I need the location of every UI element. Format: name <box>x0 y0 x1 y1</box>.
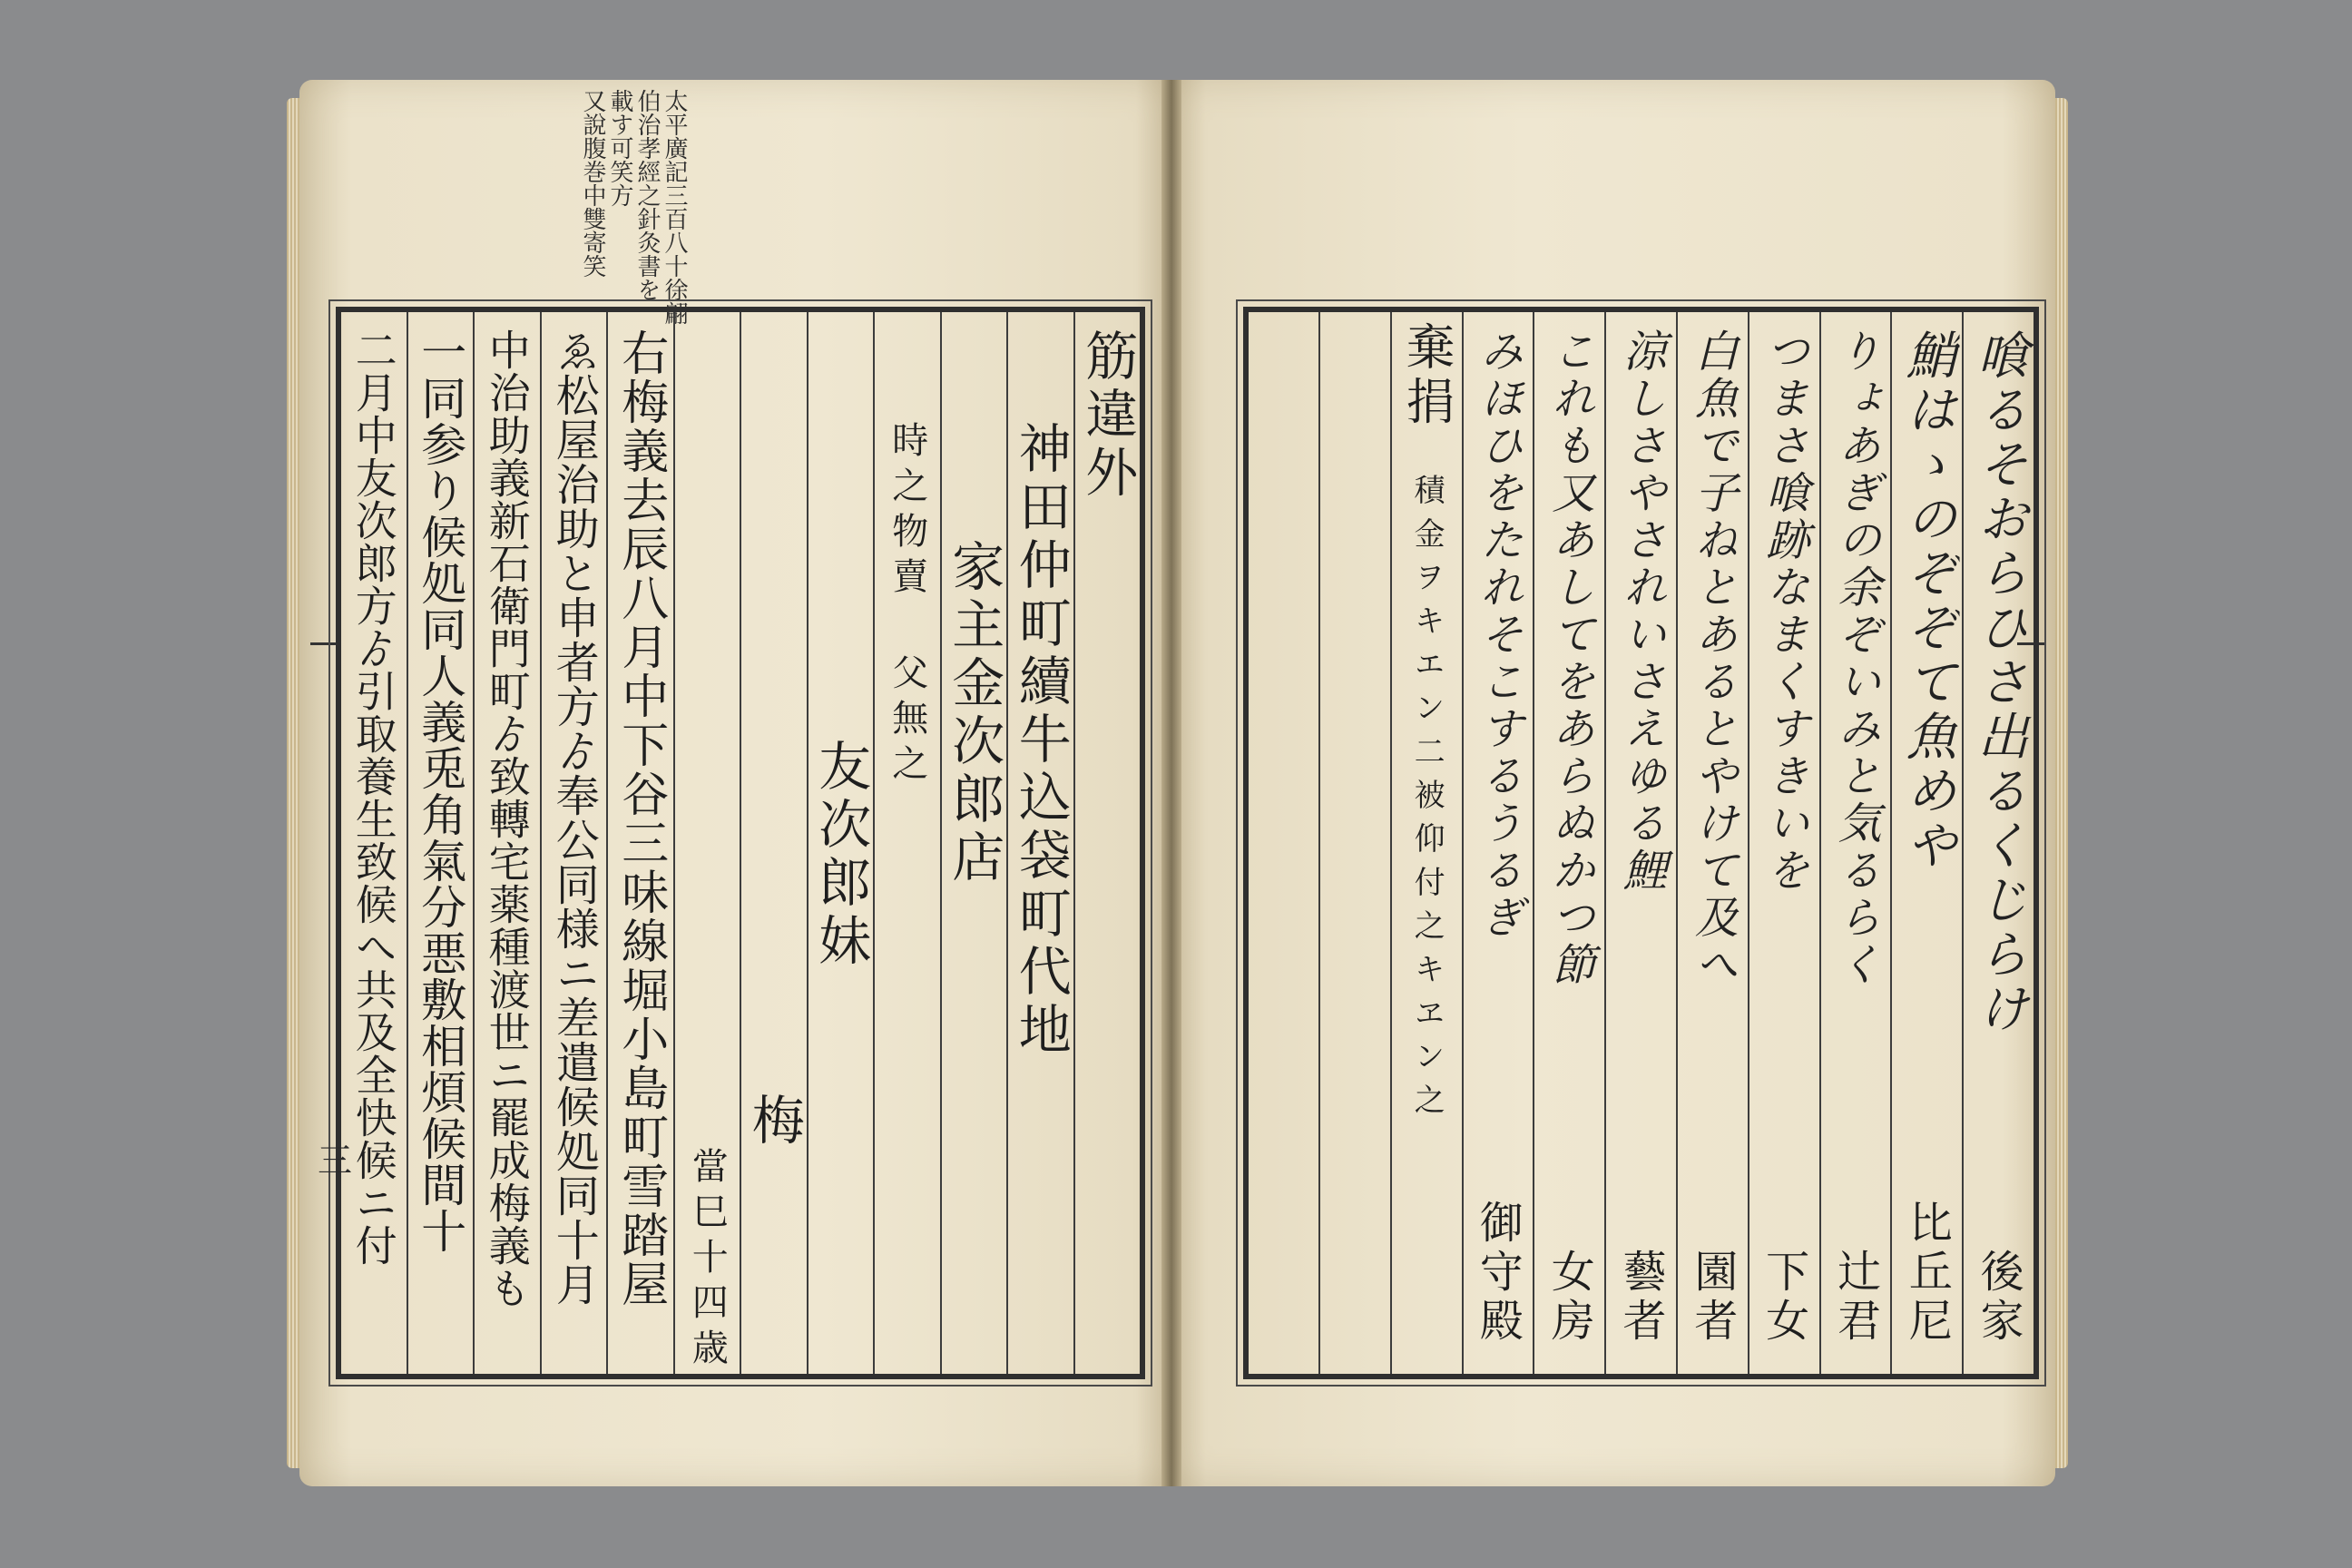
column-text: ゑ松屋治助と申者方ゟ奉公同様ニ差遣候処同十月 <box>548 328 600 1307</box>
text-column <box>940 312 1007 1374</box>
column-text: 友次郎妹 <box>809 739 872 971</box>
annotation-line: 載す可笑方 <box>606 89 633 207</box>
text-frame-right <box>1243 307 2039 1379</box>
column-bottom-label: 比丘尼 <box>1901 1200 1953 1347</box>
column-text: 右梅義去辰八月中下谷三味線堀小島町雪踏屋 <box>612 328 668 1308</box>
text-column <box>807 312 874 1374</box>
text-column <box>1073 312 1141 1374</box>
column-bottom-label: 御守殿 <box>1472 1200 1524 1347</box>
text-column <box>1533 312 1604 1374</box>
column-text: 家主金次郎店 <box>943 539 1005 887</box>
left-page <box>299 80 1171 1486</box>
column-bottom-label: 藝者 <box>1615 1249 1667 1347</box>
text-column <box>873 312 940 1374</box>
header-annotation <box>579 89 688 325</box>
column-bottom-label: 後家 <box>1973 1249 2024 1347</box>
book-gutter <box>1161 80 1181 1486</box>
column-text: 神田仲町續牛込袋町代地 <box>1009 421 1072 1060</box>
text-column <box>1819 312 1891 1374</box>
column-bottom-label: 辻君 <box>1829 1249 1881 1347</box>
annotation-line: 又說腹巻中雙寄笑 <box>579 89 606 278</box>
column-text: これも又あしてをあらぬかつ節 <box>1544 328 1595 989</box>
column-text: 二月中友次郎方ゟ引取養生致候へ共及全快候ニ付 <box>348 328 398 1267</box>
book-edge-right <box>2053 98 2068 1468</box>
column-bottom-label: 園者 <box>1686 1249 1738 1347</box>
column-subtext: 時之物賣 父無之 <box>886 421 928 789</box>
text-column <box>473 312 540 1374</box>
text-column <box>1390 312 1462 1374</box>
column-text: りょあぎの余ぞいみと気るらく <box>1829 328 1881 989</box>
column-text: みほひをたれそこするうるぎ <box>1472 328 1524 942</box>
annotation-line: 伯治孝經之針灸書を <box>633 89 661 301</box>
column-heading: 棄捐 <box>1398 321 1456 430</box>
text-column <box>1890 312 1962 1374</box>
column-text: 鮹はゝのぞぞて魚めや <box>1897 328 1957 873</box>
text-column <box>740 312 807 1374</box>
text-column <box>407 312 474 1374</box>
right-page <box>1171 80 2055 1486</box>
blank-column <box>1318 312 1390 1374</box>
text-column <box>606 312 673 1374</box>
column-bottom-label: 女房 <box>1544 1249 1595 1347</box>
column-text: 筋違外 <box>1076 328 1139 503</box>
text-frame-left <box>336 307 1145 1379</box>
annotation-line: 太平廣記三百八十徐翩 <box>661 89 688 325</box>
column-text: 積金ヲキエン二被仰付之キヱン之 <box>1408 474 1446 1127</box>
open-book <box>299 80 2055 1486</box>
blank-column <box>1249 312 1318 1374</box>
text-column <box>673 312 740 1374</box>
text-column <box>1748 312 1819 1374</box>
column-text: つまさ喰跡なまくすきいを <box>1759 328 1810 895</box>
column-text: 涼しさやされいさえゆる鯉 <box>1615 328 1667 895</box>
frame-tab-mark <box>310 642 338 681</box>
column-text: 一同参り候処同人義兎角氣分悪敷相煩候間十 <box>414 328 467 1254</box>
column-subtext: 當巳十四歳 <box>686 1147 729 1374</box>
text-column <box>341 312 407 1374</box>
column-bottom-label: 下女 <box>1758 1249 1809 1347</box>
text-column <box>1604 312 1676 1374</box>
column-text: 中治助義新石衛門町ゟ致轉宅薬種渡世ニ罷成梅義も <box>482 328 532 1309</box>
column-text: 梅 <box>742 1093 805 1151</box>
text-column <box>1676 312 1748 1374</box>
text-column <box>1006 312 1073 1374</box>
text-column <box>1462 312 1534 1374</box>
text-column <box>1962 312 2034 1374</box>
page-number: 三 <box>318 1141 353 1181</box>
column-text: 白魚で子ねとあるとやけて及へ <box>1687 328 1739 989</box>
text-column <box>540 312 607 1374</box>
column-text: 喰るそおらひさ出るくじらけ <box>1969 328 2029 1036</box>
